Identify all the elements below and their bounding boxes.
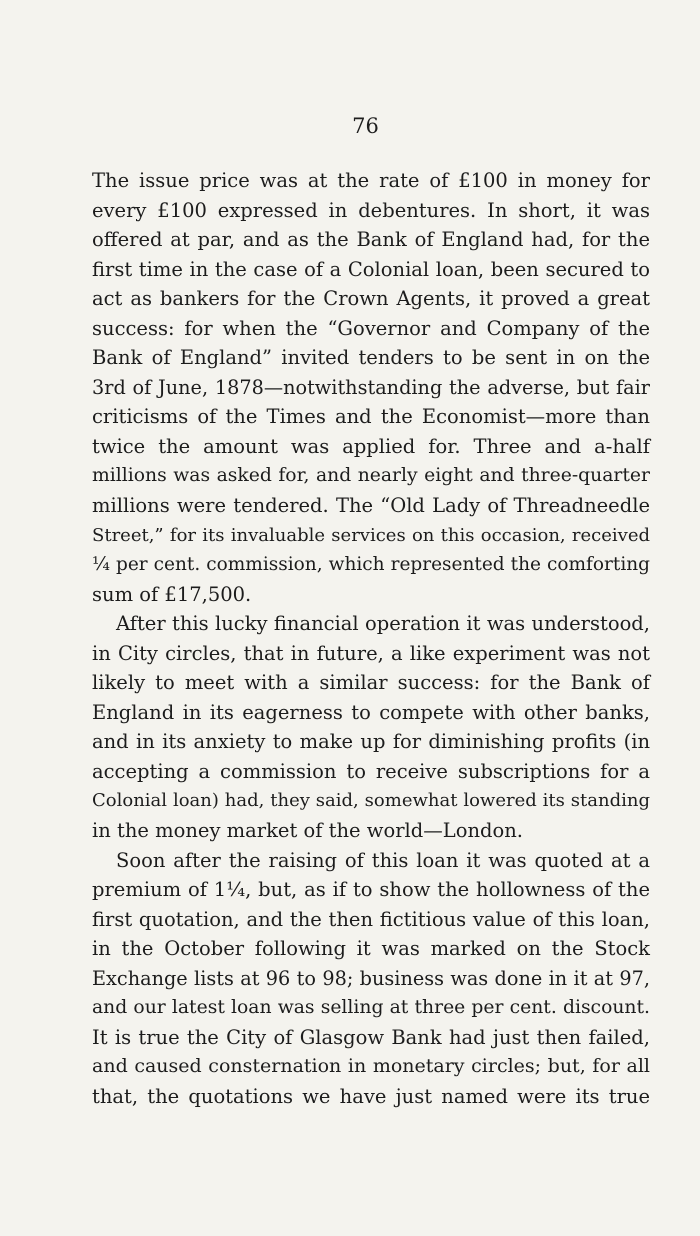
text-line: and in its anxiety to make up for diminishing profits (in — [92, 730, 650, 754]
text-line: act as bankers for the Crown Agents, it proved a great — [92, 287, 650, 311]
text-line: After this lucky financial operation it was understood, — [116, 612, 650, 636]
text-line: premium of 1¼, but, as if to show the hollowness of the — [92, 878, 650, 902]
text-line: and caused consternation in monetary circles; but, for all — [92, 1055, 650, 1078]
text-line: every £100 expressed in debentures. In short, it was — [92, 198, 650, 222]
text-line: accepting a commission to receive subscriptions for a — [92, 759, 650, 783]
text-line: Colonial loan) had, they said, somewhat lowered its standing — [92, 790, 650, 812]
text-line: The issue price was at the rate of £100 in money for — [92, 169, 650, 192]
text-line: in City circles, that in future, a like experiment was not — [92, 641, 650, 665]
text-line: first time in the case of a Colonial loan, been secured to — [92, 257, 650, 281]
text-line: Bank of England” invited tenders to be sent in on the — [92, 346, 650, 370]
text-line: 3rd of June, 1878—notwithstanding the adverse, but fair — [92, 375, 650, 399]
body-text — [92, 166, 650, 1112]
page-number: 76 — [352, 114, 379, 138]
text-line: millions was asked for, and nearly eight and three-quarter — [92, 465, 650, 487]
text-line: offered at par, and as the Bank of England had, for the — [92, 228, 650, 252]
text-line: likely to meet with a similar success: for the Bank of — [92, 671, 650, 695]
text-line: and our latest loan was selling at three per cent. discount. — [92, 997, 650, 1019]
text-line: twice the amount was applied for. Three and a-half — [92, 434, 650, 458]
text-line: Street,” for its invaluable services on this occasion, received — [92, 524, 650, 546]
text-line: criticisms of the Times and the Economist—more than — [92, 405, 650, 429]
text-line: in the money market of the world—London. — [92, 819, 523, 843]
text-line: sum of £17,500. — [92, 582, 252, 606]
text-line: It is true the City of Glasgow Bank had just then failed, — [92, 1025, 650, 1049]
text-line: Soon after the raising of this loan it was quoted at a — [116, 848, 650, 872]
text-line: in the October following it was marked on the Stock — [92, 937, 650, 961]
text-line: Exchange lists at 96 to 98; business was done in it at 97, — [92, 966, 650, 990]
text-line: success: for when the “Governor and Company of the — [92, 316, 650, 340]
text-line: millions were tendered. The “Old Lady of Threadneedle — [92, 494, 650, 518]
text-line: that, the quotations we have just named were its true — [92, 1084, 650, 1108]
text-line: ¼ per cent. commission, which represented the comforting — [92, 554, 650, 576]
text-line: first quotation, and the then fictitious value of this loan, — [92, 907, 650, 931]
text-line: England in its eagerness to compete with other banks, — [92, 700, 650, 724]
